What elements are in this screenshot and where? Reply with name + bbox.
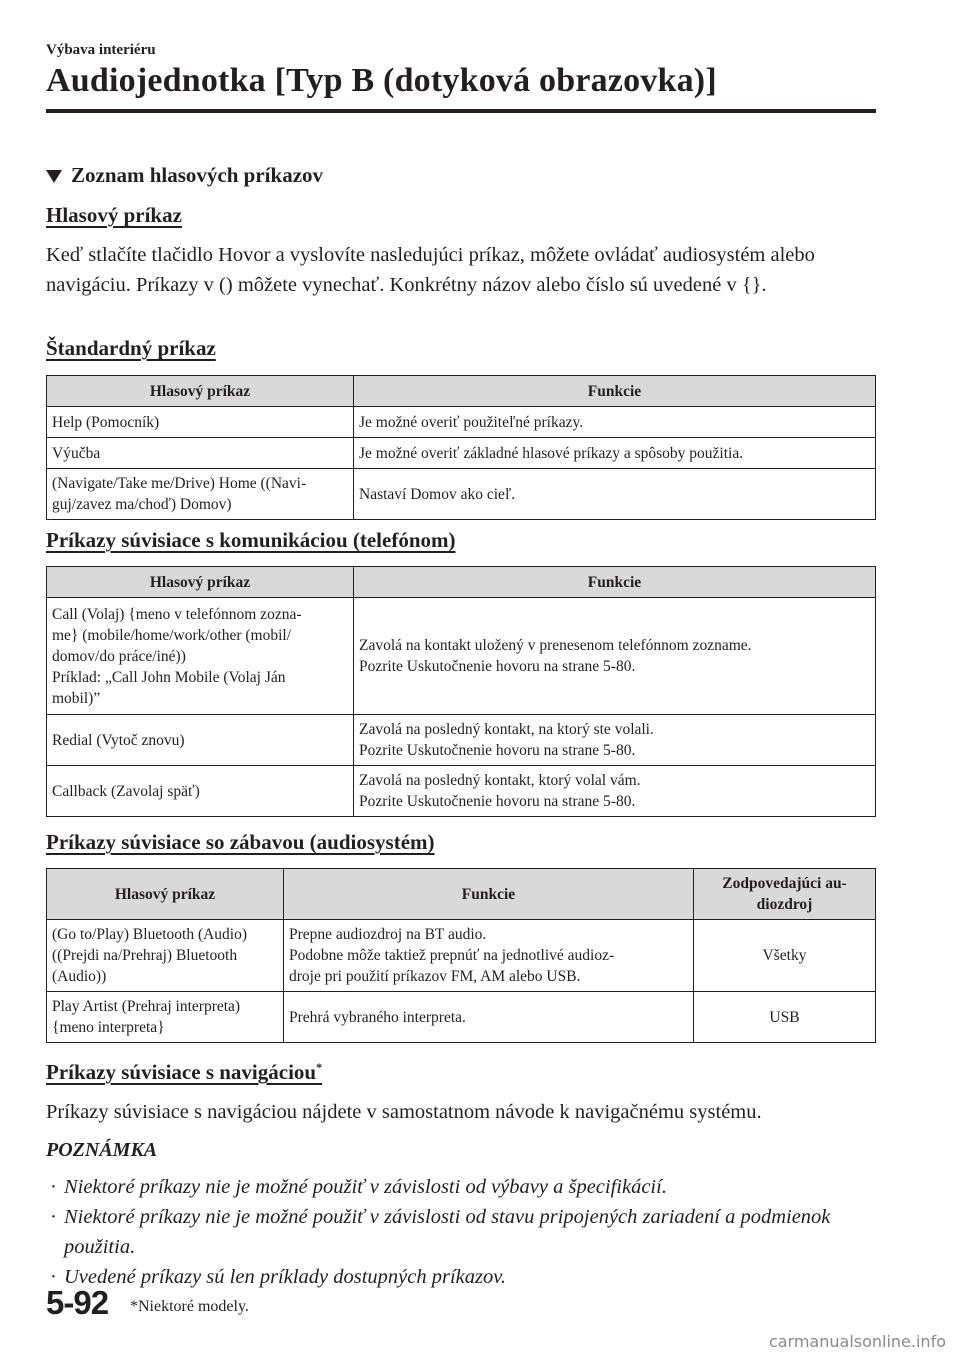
entertainment-heading: Príkazy súvisiace so zábavou (audiosystém) bbox=[46, 830, 435, 854]
table-row bbox=[47, 438, 876, 469]
table-row bbox=[47, 992, 876, 1043]
communication-heading: Príkazy súvisiace s komunikáciou (telefónom) bbox=[46, 528, 456, 552]
table-row bbox=[47, 407, 876, 438]
chapter-title: Audiojednotka [Typ B (dotyková obrazovka)] bbox=[46, 62, 717, 99]
function-cell: Zavolá na posledný kontakt, na ktorý ste volali. Pozrite Uskutočnenie hovoru na strane 5-80. bbox=[354, 715, 876, 766]
section-title bbox=[46, 163, 323, 188]
source-cell: USB bbox=[694, 992, 876, 1043]
source-cell: Všetky bbox=[694, 920, 876, 992]
function-cell: Je možné overiť základné hlasové príkazy a spôsoby použitia. bbox=[354, 438, 876, 469]
triangle-down-icon bbox=[46, 170, 62, 183]
table-row bbox=[47, 598, 876, 715]
title-rule bbox=[46, 109, 876, 113]
voice-command-heading: Hlasový príkaz bbox=[46, 203, 182, 227]
watermark: carmanualsonline.info bbox=[768, 1332, 946, 1351]
function-cell: Prepne audiozdroj na BT audio. Podobne môže taktiež prepnúť na jednotlivé audioz- droje pri použití príkazov FM, AM alebo USB. bbox=[284, 920, 694, 992]
column-header: Funkcie bbox=[354, 376, 876, 407]
command-cell: Callback (Zavolaj späť) bbox=[47, 766, 354, 817]
command-cell: Výučba bbox=[47, 438, 354, 469]
standard-table bbox=[46, 375, 876, 520]
footnote: *Niektoré modely. bbox=[130, 1298, 249, 1315]
table-header-row bbox=[47, 567, 876, 598]
footnote-mark: * bbox=[316, 1060, 323, 1074]
table-row bbox=[47, 766, 876, 817]
table-row bbox=[47, 920, 876, 992]
command-cell: Help (Pomocník) bbox=[47, 407, 354, 438]
function-cell: Je možné overiť použiteľné príkazy. bbox=[354, 407, 876, 438]
command-cell: (Navigate/Take me/Drive) Home ((Navi- guj/zavez ma/choď) Domov) bbox=[47, 469, 354, 520]
function-cell: Zavolá na posledný kontakt, ktorý volal vám. Pozrite Uskutočnenie hovoru na strane 5-80. bbox=[354, 766, 876, 817]
table-row bbox=[47, 715, 876, 766]
breadcrumb: Výbava interiéru bbox=[46, 42, 156, 58]
section-title-text: Zoznam hlasových príkazov bbox=[71, 163, 324, 187]
note-title: POZNÁMKA bbox=[46, 1139, 158, 1161]
navigation-text: Príkazy súvisiace s navigáciou nájdete v samostatnom návode k navigačnému systému. bbox=[46, 1101, 762, 1123]
command-cell: (Go to/Play) Bluetooth (Audio) ((Prejdi na/Prehraj) Bluetooth (Audio)) bbox=[47, 920, 284, 992]
column-header: Hlasový príkaz bbox=[47, 376, 354, 407]
list-item: · Uvedené príkazy sú len príklady dostupných príkazov. bbox=[48, 1262, 868, 1292]
function-cell: Nastaví Domov ako cieľ. bbox=[354, 469, 876, 520]
voice-command-intro: Keď stlačíte tlačidlo Hovor a vyslovíte nasledujúci príkaz, môžete ovládať audiosystém alebo navigáciu. Príkazy v () môžete vynechať. Konkrétny názov alebo číslo sú uvedené v {}. bbox=[46, 244, 815, 296]
table-header-row bbox=[47, 869, 876, 920]
table-header-row bbox=[47, 376, 876, 407]
column-header: Zodpovedajúci au- diozdroj bbox=[694, 869, 876, 920]
column-header: Hlasový príkaz bbox=[47, 869, 284, 920]
page-number: 5-92 bbox=[46, 1284, 109, 1321]
communication-table bbox=[46, 566, 876, 817]
column-header: Funkcie bbox=[354, 567, 876, 598]
table-row bbox=[47, 469, 876, 520]
function-cell: Prehrá vybraného interpreta. bbox=[284, 992, 694, 1043]
command-cell: Call (Volaj) {meno v telefónnom zozna- me} (mobile/home/work/other (mobil/ domov/do práce/iné)) Príklad: „Call John Mobile (Volaj Ján mobil)” bbox=[47, 598, 354, 715]
function-cell: Zavolá na kontakt uložený v prenesenom telefónnom zozname. Pozrite Uskutočnenie hovoru na strane 5-80. bbox=[354, 598, 876, 715]
column-header: Funkcie bbox=[284, 869, 694, 920]
command-cell: Play Artist (Prehraj interpreta) {meno interpreta} bbox=[47, 992, 284, 1043]
command-cell: Redial (Vytoč znovu) bbox=[47, 715, 354, 766]
list-item: · Niektoré príkazy nie je možné použiť v závislosti od stavu pripojených zariadení a podmienok použitia. bbox=[48, 1202, 868, 1262]
entertainment-table bbox=[46, 868, 876, 1043]
column-header: Hlasový príkaz bbox=[47, 567, 354, 598]
list-item: · Niektoré príkazy nie je možné použiť v závislosti od výbavy a špecifikácií. bbox=[48, 1172, 868, 1202]
note-list bbox=[48, 1172, 868, 1292]
navigation-heading: Príkazy súvisiace s navigáciou* bbox=[46, 1060, 323, 1084]
standard-heading: Štandardný príkaz bbox=[46, 336, 216, 360]
